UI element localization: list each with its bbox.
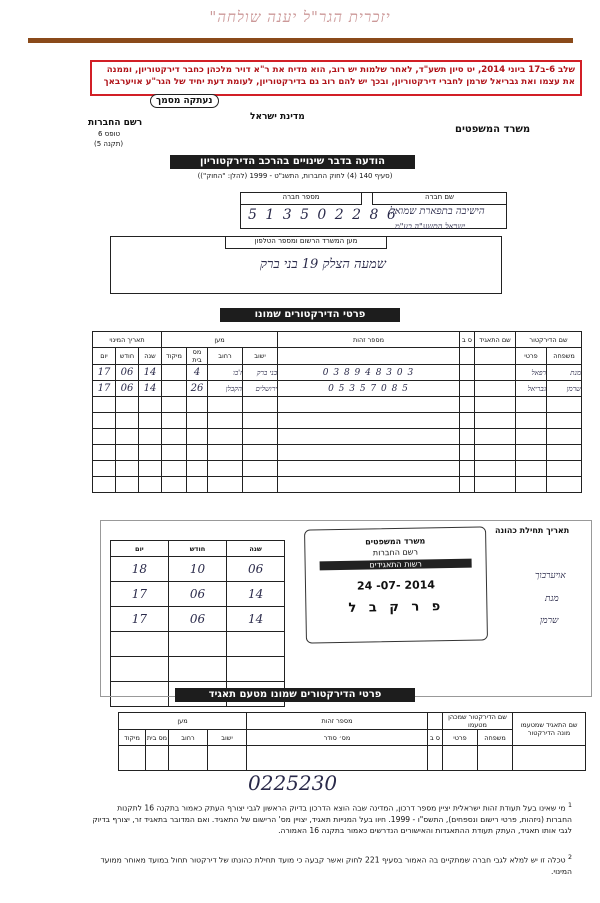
registrar-stamp [304, 526, 488, 643]
company-name-handwritten-2: ישראל התשע"ה בע"מ [395, 222, 466, 231]
col-street: רחוב [208, 348, 243, 365]
col-director-name: שם הדירקטור שמכהן מטעמו [443, 713, 513, 730]
col-zip: מיקוד [119, 730, 146, 746]
address-handwritten: שמעה הצלק 19 בני ברק [260, 257, 386, 272]
col-family: משפחה [478, 730, 513, 746]
form-title: הודעה בדבר שינויים בהרכב הדירקטוריון [170, 155, 415, 169]
section2-name-2: מנת [545, 594, 559, 604]
stamp-line-2: רשם החברות [372, 547, 419, 558]
col-id-number: מספר זהות [247, 713, 428, 730]
handwritten-number: 0225230 [248, 771, 338, 795]
table-row [93, 477, 582, 493]
section1-title: פרטי הדירקטורים שמונו [220, 308, 400, 322]
table-row [93, 445, 582, 461]
col-corp: שם התאגיד [475, 332, 516, 348]
stamp-date: 24 -07- 2014 [356, 578, 436, 593]
registrar-name: רשם החברות [88, 118, 143, 128]
col-year: שנה [227, 541, 285, 557]
company-number-value: 5 1 3 5 0 2 2 8 6 [248, 207, 398, 223]
table-row [93, 397, 582, 413]
col-family: משפחה [547, 348, 582, 365]
col-zip: מיקוד [162, 348, 187, 365]
col-id-number: מספר זהות [278, 332, 460, 348]
copy-stamp: נעתקה מסמך [150, 94, 219, 108]
stamp-bottom: פ ר ק ב ל [348, 599, 445, 616]
header-divider [28, 38, 573, 43]
table-row [119, 746, 586, 771]
table-row [93, 413, 582, 429]
table-row [93, 461, 582, 477]
company-name-label: שם חברה [372, 192, 507, 205]
table-row: 17 06 14 [111, 582, 285, 607]
table-row: 17 06 14 4 ז'בו בני ברק 0 3 8 9 4 8 3 0 3 רפאל מנת [93, 365, 582, 381]
section2-title: תאריך תחילת כהונה [495, 526, 570, 535]
stamp-line-1: משרד המשפטים [365, 536, 426, 547]
col-house: מס בית [187, 348, 208, 365]
table-row: 18 10 06 [111, 557, 285, 582]
header-banner: "יזכרית הגר"ל יענה שולחה [209, 8, 391, 26]
annotation-note: שלב 6-ב17 ביוני 2014, יט סיון תשע"ד, לאחר שלמות יש רוב, הוא מדיח את ר"א דויר מלכהן כחבר דירקטוריון, וממנה את עצמו ואת גבריאל שרמן לחברי דירקטוריון, ובכך יש להם רוב גם בדירקטוריון, לעומת דעת יחיד של הגר"ע אויערבאך [90, 60, 582, 96]
col-year: שנה [139, 348, 162, 365]
company-number-label: מספר חברה [240, 192, 362, 205]
col-corp-name: שם התאגיד שמטעמו מונה הדירקטור [513, 713, 586, 746]
footnote-2 [92, 852, 572, 877]
section2-name-3: שרמן [540, 616, 559, 626]
table-row [93, 429, 582, 445]
stamp-line-3: רשות התאגידים [320, 559, 472, 571]
regulation-number: (תקנה 5) [94, 140, 124, 148]
directors-table [92, 331, 582, 493]
col-city: ישוב [243, 348, 278, 365]
section3-title: פרטי הדירקטורים שמונו מטעם תאגיד [175, 688, 415, 702]
col-first: פרטי [516, 348, 547, 365]
company-name-handwritten: הישיבה בתפארת שמואל [390, 206, 485, 217]
col-day: יום [111, 541, 169, 557]
table-row: 17 06 14 [111, 607, 285, 632]
footnote-1-text: מי שאינו בעל תעודת זהות ישראלית יציין מספר דרכון, המדינה שבה הוצא הדרכון בדיוק הראשון לגבי יצורף העתק כאמור בתקנה 16 לתקנות החברות (ניזהות, פרטי רישום ונספחים), התשס"ו - 1999. חיוו בעל המנייות תאגיד, יצויין מס' הרישום של התאגיד. ואם המדובר בתאגיד זר, יצורף בדיוק לגבי אותו תאגיד, העתק תעודת ההתאגדות והאישורים הנדרשים כאמור בתקנה 16 האמורה. [92, 803, 572, 835]
col-month: חודש [168, 541, 226, 557]
form-number: טופס 6 [98, 130, 121, 138]
col-city: ישוב [208, 730, 247, 746]
col-serial: מס׳ סודר [247, 730, 428, 746]
col-day: יום [93, 348, 116, 365]
footnote-2-text: טכלה זו יש למלא לגבי חברה שמתקיים בה האמור בסעיף 221 לחוק ואשר קבעה כי מועד תחילת כהונתו של דירקטור תחול במועד מאוחר ממועד המינוי. [100, 855, 572, 876]
col-house: מס בית [146, 730, 169, 746]
col-director-name: שם הדירקטור [516, 332, 582, 348]
ministry-name: משרד המשפטים [455, 124, 531, 135]
footnote-2-mark: 2 [567, 854, 572, 861]
footnote-1 [92, 800, 572, 836]
col-appointment-date: תאריך המינוי [93, 332, 162, 348]
col-address: מען [162, 332, 278, 348]
col-street: רחוב [169, 730, 208, 746]
col-first: פרטי [443, 730, 478, 746]
corp-directors-table [118, 712, 586, 771]
table-row: 17 06 14 26 הקבלן ירושלים 0 5 3 5 7 0 8 5 גבריאל שרמן [93, 381, 582, 397]
col-month: חודש [116, 348, 139, 365]
section2-name-1: אויערבוך [535, 571, 566, 581]
col-sb: ס ב [460, 332, 475, 348]
col-address: מען [119, 713, 247, 730]
address-label: מען המשרד הרשום ומספר הטלפון [225, 236, 387, 249]
form-subtitle: (סעיף 140 (4) לחוק החברות, התשנ"ט - 1999 (להלן: "החוק")) [197, 172, 393, 180]
col-sb: ס ב [428, 730, 443, 746]
footnote-1-mark: 1 [567, 802, 572, 809]
state-name: מדינת ישראל [250, 112, 305, 122]
